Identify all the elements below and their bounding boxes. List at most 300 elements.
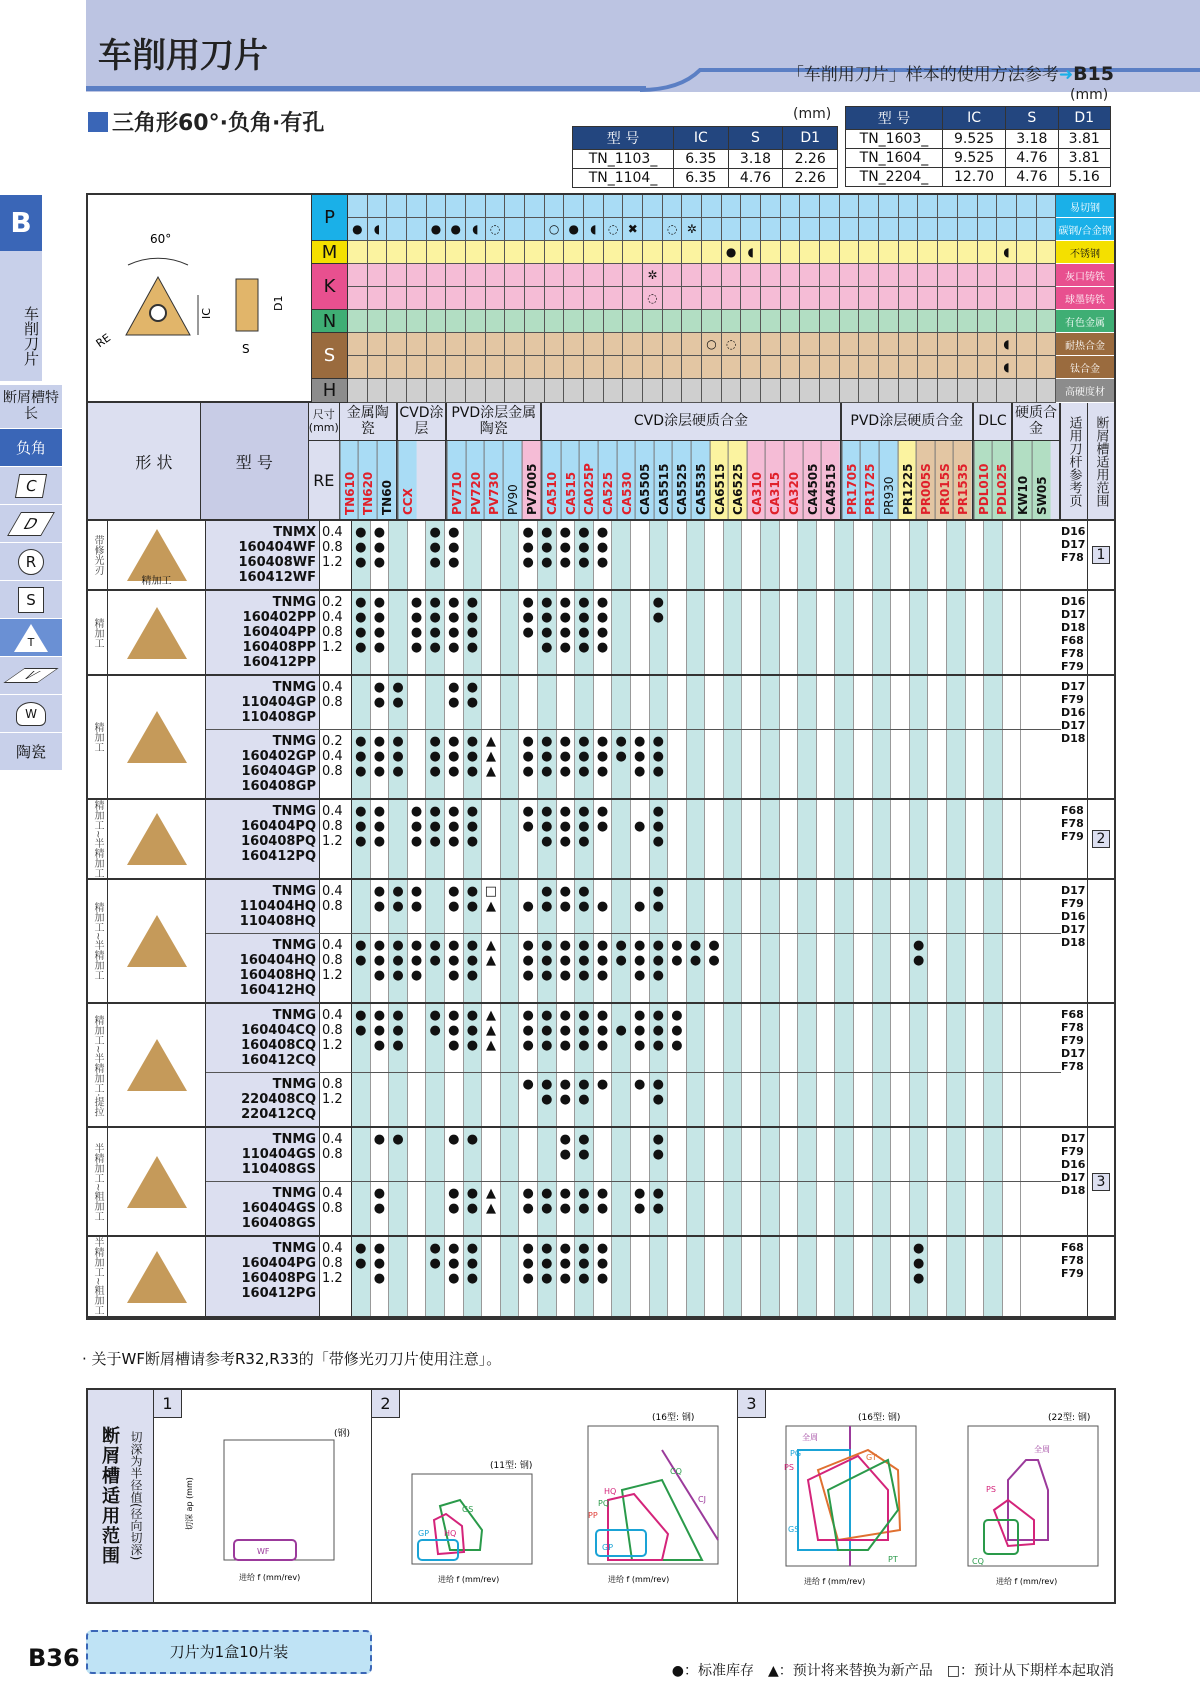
suitability-cell — [859, 379, 879, 402]
holder-ref-link[interactable]: D18 — [1061, 621, 1086, 634]
usage-reference[interactable] — [787, 60, 1114, 85]
chipbreaker-range-charts — [86, 1388, 1116, 1604]
suitability-cell — [761, 333, 781, 355]
size-label: 尺寸(mm) — [309, 403, 339, 441]
availability-cell — [984, 730, 1003, 798]
model-code[interactable]: 160408HQ — [239, 968, 316, 984]
suitability-cell — [427, 241, 447, 263]
availability-cell — [426, 1128, 445, 1181]
re-value: 0.4 — [322, 610, 343, 625]
material-m: M — [312, 241, 348, 264]
model-code[interactable]: TNMG 110404HQ — [239, 884, 316, 915]
holder-ref-link[interactable]: F78 — [1061, 1021, 1084, 1035]
suitability-cell — [840, 218, 860, 240]
suitability-cell — [800, 195, 820, 217]
suitability-cell — [525, 379, 545, 402]
grade-group-name: 硬质合金 — [1013, 403, 1059, 441]
availability-cell — [389, 591, 408, 674]
section-tab-b[interactable]: B — [0, 195, 42, 251]
availability-cell — [780, 591, 799, 674]
rhombus-v-icon: V — [4, 668, 59, 683]
cell: 9.525 — [942, 130, 1005, 149]
grade-pr1535: PR1535 — [953, 441, 972, 519]
availability-cell: ● ● ● — [519, 934, 538, 1002]
availability-cell: ● ● ● — [557, 1237, 576, 1315]
availability-cell — [1003, 1004, 1022, 1072]
cell: 4.76 — [1006, 149, 1058, 168]
availability-cell — [798, 880, 817, 933]
model-code[interactable]: 160408PP — [242, 640, 316, 655]
suitability-cell — [938, 356, 958, 378]
svg-text:PS: PS — [784, 1463, 794, 1472]
model-code[interactable]: TNMG 160404HQ — [239, 938, 316, 969]
col-model: 型 号 — [573, 127, 674, 150]
cell: 3.81 — [1058, 130, 1110, 149]
sidebar-item-s[interactable] — [0, 581, 62, 619]
availability-cell — [705, 880, 724, 933]
availability-cell — [780, 934, 799, 1002]
availability-cell — [705, 800, 724, 878]
availability-cell: ● ● ● — [371, 1237, 390, 1315]
availability-cell — [947, 730, 966, 798]
section-subtitle — [88, 106, 324, 137]
model-code[interactable]: 160404PP — [242, 625, 316, 640]
availability-cell — [742, 1237, 761, 1315]
suitability-cell — [800, 287, 820, 309]
model-code[interactable]: 160412HQ — [239, 983, 316, 999]
label-hardened: 高硬度材 — [1056, 379, 1114, 403]
availability-cell: ● ● ● — [575, 1237, 594, 1315]
suitability-cell — [505, 264, 525, 286]
model-code[interactable]: 110408HQ — [239, 914, 316, 930]
model-code[interactable]: TNMG 110404GS — [241, 1132, 316, 1163]
grade-pr1225: PR1225 — [898, 441, 917, 519]
svg-text:PG: PG — [790, 1449, 802, 1458]
holder-ref-link[interactable]: F79 — [1061, 1034, 1084, 1048]
availability-cell — [389, 521, 408, 589]
availability-cell — [928, 521, 947, 589]
insert-image — [108, 676, 206, 798]
availability-cell — [426, 676, 445, 729]
suitability-cell — [1017, 287, 1037, 309]
availability-cell — [854, 880, 873, 933]
model-code[interactable]: 160412PQ — [241, 849, 316, 864]
holder-ref-link[interactable]: F68 — [1061, 1241, 1084, 1255]
range-badge[interactable]: 2 — [1092, 830, 1111, 848]
availability-cell — [352, 1073, 371, 1126]
availability-cell — [798, 730, 817, 798]
availability-cell: ● ● ● — [352, 800, 371, 878]
availability-cell — [928, 934, 947, 1002]
model-code[interactable]: TNMG 160404PQ — [241, 804, 316, 834]
re-value: 0.4 — [322, 525, 343, 540]
suitability-cell — [348, 379, 368, 402]
footnote: · 关于WF断屑槽请参考R32,R33的「带修光刃刀片使用注意」。 — [82, 1350, 502, 1368]
range-badge[interactable]: 3 — [1092, 1173, 1111, 1191]
availability-cell — [742, 1004, 761, 1072]
availability-cell — [1003, 591, 1022, 674]
availability-cell — [426, 1182, 445, 1235]
suitability-cell — [722, 379, 742, 402]
model-code[interactable]: 160408GS — [241, 1216, 316, 1232]
holder-ref-link[interactable]: D16 — [1061, 1158, 1086, 1172]
suitability-cell — [702, 241, 722, 263]
availability-cell — [966, 1004, 985, 1072]
sidebar-item-d[interactable] — [0, 505, 62, 543]
sidebar-item-r[interactable] — [0, 543, 62, 581]
model-code[interactable]: 160412CQ — [241, 1053, 316, 1069]
suitability-cell — [525, 264, 545, 286]
suitability-cell — [840, 195, 860, 217]
material-suitability-cells — [348, 195, 1056, 401]
holder-ref-link[interactable]: D16 — [1061, 525, 1086, 538]
holder-ref-link[interactable]: F78 — [1061, 647, 1084, 660]
availability-cell — [668, 730, 687, 798]
availability-cell — [742, 1182, 761, 1235]
arrow-circle-icon: ➜ — [1058, 65, 1074, 85]
availability-cell — [817, 676, 836, 729]
availability-cell — [687, 676, 706, 729]
model-code[interactable]: 110408GS — [241, 1162, 316, 1178]
suitability-cell — [584, 241, 604, 263]
grade-group-name: CVD涂层 — [398, 403, 446, 441]
suitability-cell — [899, 287, 919, 309]
suitability-cell — [840, 310, 860, 332]
holder-ref-link[interactable]: D17 — [1061, 884, 1086, 898]
model-code[interactable]: TNMX 160404WF — [238, 525, 316, 555]
availability-cell: ● ● ● — [557, 800, 576, 878]
suitability-cell — [446, 379, 466, 402]
suitability-cell — [466, 356, 486, 378]
header-holder-ref: 适用刀杆参考页 — [1061, 403, 1088, 519]
availability-cell: ● ● ● — [464, 1237, 483, 1315]
availability-cell — [798, 1182, 817, 1235]
availability-cell: ● ● ● — [631, 1004, 650, 1072]
suitability-cell: ● — [348, 218, 368, 240]
model-code[interactable]: 160408CQ — [241, 1038, 316, 1054]
reference-page-link[interactable]: B15 — [1073, 63, 1114, 85]
model-code[interactable]: TNMG 160402PP — [242, 595, 316, 625]
model-code[interactable]: TNMG 110404GP — [241, 680, 316, 710]
availability-cell: ● ● — [445, 880, 464, 933]
availability-cell: ● ● ● — [389, 1004, 408, 1072]
re-value: 0.8 — [322, 764, 343, 779]
model-code[interactable]: 160412PP — [242, 655, 316, 670]
suitability-cell: ◌ — [643, 287, 663, 309]
square-bullet-icon — [88, 112, 108, 132]
holder-ref-link[interactable]: F79 — [1061, 1267, 1084, 1281]
availability-cell — [687, 800, 706, 878]
suitability-cell — [840, 287, 860, 309]
availability-cell — [891, 1237, 910, 1315]
cell: TN_1104_ — [573, 169, 674, 188]
availability-cell — [464, 1073, 483, 1126]
cell: 4.76 — [728, 169, 783, 188]
availability-cell: ● ● ● — [464, 800, 483, 878]
suitability-cell — [387, 218, 407, 240]
availability-cell: ● ● — [687, 934, 706, 1002]
availability-cell — [835, 1004, 854, 1072]
suitability-cell — [643, 333, 663, 355]
suitability-cell — [643, 379, 663, 402]
model-code[interactable]: 160408GP — [241, 779, 316, 794]
holder-ref-link[interactable]: F78 — [1061, 1254, 1084, 1268]
suitability-cell — [407, 195, 427, 217]
availability-cell — [873, 521, 892, 589]
suitability-cell: ✲ — [643, 264, 663, 286]
suitability-cell — [978, 333, 998, 355]
range-badge[interactable]: 1 — [1092, 546, 1111, 564]
availability-cell — [873, 1182, 892, 1235]
availability-cell: ● ● — [631, 1182, 650, 1235]
triangle-insert-icon — [127, 711, 187, 763]
suitability-cell — [958, 356, 978, 378]
sidebar-item-t[interactable] — [0, 619, 62, 657]
holder-ref-link[interactable]: F79 — [1061, 830, 1084, 843]
suitability-cell — [604, 379, 624, 402]
availability-cell — [705, 1237, 724, 1315]
suitability-cell — [368, 310, 388, 332]
availability-cell — [854, 934, 873, 1002]
suitability-cell — [643, 195, 663, 217]
re-value: 0.2 — [322, 595, 343, 610]
availability-cell: ● ● — [650, 1182, 669, 1235]
suitability-cell — [800, 264, 820, 286]
suitability-cell — [800, 356, 820, 378]
suitability-cell — [663, 287, 683, 309]
sidebar-heading: 断屑槽特长 — [0, 385, 62, 429]
holder-ref-link[interactable]: D18 — [1061, 936, 1086, 950]
holder-ref-link[interactable]: D17 — [1061, 538, 1086, 551]
suitability-cell — [466, 333, 486, 355]
suitability-cell — [643, 310, 663, 332]
suitability-cell — [623, 310, 643, 332]
holder-ref-link[interactable]: F68 — [1061, 634, 1084, 647]
suitability-cell — [958, 379, 978, 402]
suitability-cell — [427, 195, 447, 217]
suitability-cell: ○ — [545, 218, 565, 240]
grade-group-name: PVD涂层金属陶瓷 — [447, 403, 540, 441]
holder-ref-link[interactable]: F78 — [1061, 817, 1084, 830]
holder-ref-link[interactable]: D17 — [1061, 719, 1086, 732]
sidebar-item-negative[interactable]: 负角 — [0, 429, 62, 467]
suitability-cell — [564, 333, 584, 355]
suitability-cell — [387, 287, 407, 309]
holder-ref — [1061, 591, 1088, 674]
suitability-cell — [663, 264, 683, 286]
availability-cell — [780, 730, 799, 798]
grade-ca4515: CA4515 — [821, 441, 840, 519]
insert-image — [108, 591, 206, 674]
chart-wf — [154, 1390, 372, 1602]
availability-cell — [835, 521, 854, 589]
model-code[interactable]: 220412CQ — [241, 1107, 316, 1123]
cell: 12.70 — [942, 168, 1005, 187]
suitability-cell — [918, 310, 938, 332]
suitability-cell — [466, 379, 486, 402]
suitability-cell — [387, 356, 407, 378]
table-row — [846, 168, 1111, 187]
suitability-cell — [682, 333, 702, 355]
holder-ref-link[interactable]: F79 — [1061, 1145, 1084, 1159]
suitability-cell — [978, 379, 998, 402]
grade-ca510: CA510 — [542, 441, 561, 519]
model-code[interactable]: 160404GP — [241, 764, 316, 779]
availability-cell — [761, 591, 780, 674]
machining-category: 精加工~半精加工 — [88, 880, 108, 1002]
model-code[interactable]: TNMG 220408CQ — [241, 1077, 316, 1108]
model-code[interactable]: 160412PG — [241, 1286, 316, 1302]
grade-tn60: TN60 — [377, 441, 396, 519]
svg-text:全周: 全周 — [1034, 1445, 1050, 1454]
holder-ref-link[interactable]: D17 — [1061, 1132, 1086, 1146]
cell: 4.76 — [1006, 168, 1058, 187]
triangle-insert-icon — [127, 607, 187, 659]
suitability-cell — [446, 264, 466, 286]
holder-ref-link[interactable]: D17 — [1061, 1171, 1086, 1185]
availability-cell — [780, 521, 799, 589]
suitability-cell — [427, 287, 447, 309]
availability-cell — [687, 591, 706, 674]
suitability-cell — [702, 218, 722, 240]
availability-cell — [854, 800, 873, 878]
model-code[interactable]: 160408WF — [238, 555, 316, 570]
holder-ref-link[interactable]: D18 — [1061, 732, 1086, 745]
availability-cell — [817, 1128, 836, 1181]
availability-cell — [854, 1128, 873, 1181]
suitability-cell — [348, 241, 368, 263]
availability-cell: ● ● ● ● — [352, 591, 371, 674]
availability-cell: ● ● ● ● — [464, 591, 483, 674]
availability-cell: ● ● ● — [557, 1004, 576, 1072]
suitability-cell — [584, 379, 604, 402]
availability-cell: ● ● — [408, 880, 427, 933]
holder-ref-link[interactable]: D17 — [1061, 923, 1086, 937]
availability-cell: ● ● ● — [910, 1237, 929, 1315]
model-code[interactable]: TNMG 160402GP — [241, 734, 316, 764]
model-code[interactable]: TNMG 160404PG — [241, 1241, 316, 1272]
sidebar-item-ceramic[interactable]: 陶瓷 — [0, 733, 62, 771]
model-code[interactable]: 160408PG — [241, 1271, 316, 1287]
suitability-cell — [368, 241, 388, 263]
availability-cell — [352, 676, 371, 729]
availability-cell — [408, 676, 427, 729]
availability-cell: ● ● ● — [519, 521, 538, 589]
insert-image — [108, 1237, 206, 1315]
machining-category: 精加工~半精加工·提拉 — [88, 1004, 108, 1126]
availability-cell: ● ● ● — [519, 730, 538, 798]
availability-cell — [408, 1128, 427, 1181]
availability-cell: ● ● — [371, 676, 390, 729]
availability-cell — [519, 676, 538, 729]
suitability-cell — [840, 241, 860, 263]
suitability-cell — [899, 310, 919, 332]
model-code[interactable]: TNMG 160404CQ — [241, 1008, 316, 1039]
sidebar-item-w[interactable] — [0, 695, 62, 733]
availability-cell — [538, 676, 557, 729]
availability-cell: ● ● — [557, 1182, 576, 1235]
holder-ref-link[interactable]: D16 — [1061, 910, 1086, 924]
availability-cell — [687, 1004, 706, 1072]
model-code[interactable]: 160412WF — [238, 570, 316, 585]
model-code[interactable]: TNMG 160404GS — [241, 1186, 316, 1217]
availability-cell — [612, 521, 631, 589]
suitability-cell — [741, 310, 761, 332]
suitability-cell — [918, 218, 938, 240]
holder-ref-link[interactable]: F79 — [1061, 693, 1084, 706]
suitability-cell — [938, 333, 958, 355]
suitability-cell — [1017, 356, 1037, 378]
label-heat-resistant: 耐热合金 — [1056, 333, 1114, 356]
suitability-cell — [564, 241, 584, 263]
availability-cell: ● ● ● — [426, 800, 445, 878]
suitability-cell — [348, 195, 368, 217]
holder-ref-link[interactable]: D16 — [1061, 595, 1086, 608]
holder-ref-link[interactable]: D17 — [1061, 1047, 1086, 1061]
holder-ref-link[interactable]: F78 — [1061, 551, 1084, 564]
holder-ref-link[interactable]: D17 — [1061, 680, 1086, 693]
availability-cell: ● ● — [557, 1073, 576, 1126]
sidebar-item-v[interactable] — [0, 657, 62, 695]
suitability-cell — [682, 241, 702, 263]
holder-ref — [1061, 521, 1088, 589]
sidebar-item-c[interactable] — [0, 467, 62, 505]
availability-cell — [873, 1073, 892, 1126]
re-value: 0.8 — [322, 1023, 343, 1039]
suitability-cell — [761, 379, 781, 402]
holder-ref-link[interactable]: D18 — [1061, 1184, 1086, 1198]
holder-ref-link[interactable]: D16 — [1061, 706, 1086, 719]
holder-ref-link[interactable]: F79 — [1061, 897, 1084, 911]
holder-ref-link[interactable]: F68 — [1061, 804, 1084, 817]
model-code[interactable]: 160408PQ — [241, 834, 316, 849]
rhombus-d-icon: D — [7, 512, 54, 536]
holder-ref-link[interactable]: F68 — [1061, 1008, 1084, 1022]
suitability-cell — [840, 264, 860, 286]
suitability-cell — [368, 287, 388, 309]
availability-cell — [798, 1004, 817, 1072]
suitability-cell — [466, 195, 486, 217]
holder-ref-link[interactable]: F79 — [1061, 660, 1084, 673]
suitability-cell — [958, 195, 978, 217]
availability-cell — [928, 730, 947, 798]
unit-label: (mm) — [793, 106, 832, 122]
model-group — [206, 1073, 1061, 1126]
suitability-cell — [899, 379, 919, 402]
suitability-cell — [407, 379, 427, 402]
availability-cell — [928, 800, 947, 878]
re-value: 0.8 — [322, 1077, 343, 1093]
suitability-cell — [427, 333, 447, 355]
model-code[interactable]: 110408GP — [241, 710, 316, 725]
availability-cell — [873, 880, 892, 933]
holder-ref-link[interactable]: D17 — [1061, 608, 1086, 621]
grade-pv730: PV730 — [484, 441, 503, 519]
holder-ref-link[interactable]: F78 — [1061, 1060, 1084, 1074]
availability-cell — [612, 800, 631, 878]
availability-cell — [854, 730, 873, 798]
availability-cell — [817, 880, 836, 933]
availability-cell — [798, 521, 817, 589]
suitability-cell — [486, 333, 506, 355]
availability-cell: ● ● ● ● — [557, 591, 576, 674]
availability-cell — [817, 1073, 836, 1126]
availability-cell — [984, 1237, 1003, 1315]
re-value: 0.4 — [322, 680, 343, 695]
availability-cell: ● ● ● — [519, 1004, 538, 1072]
svg-text:GS: GS — [462, 1505, 474, 1514]
availability-cell — [612, 1128, 631, 1181]
